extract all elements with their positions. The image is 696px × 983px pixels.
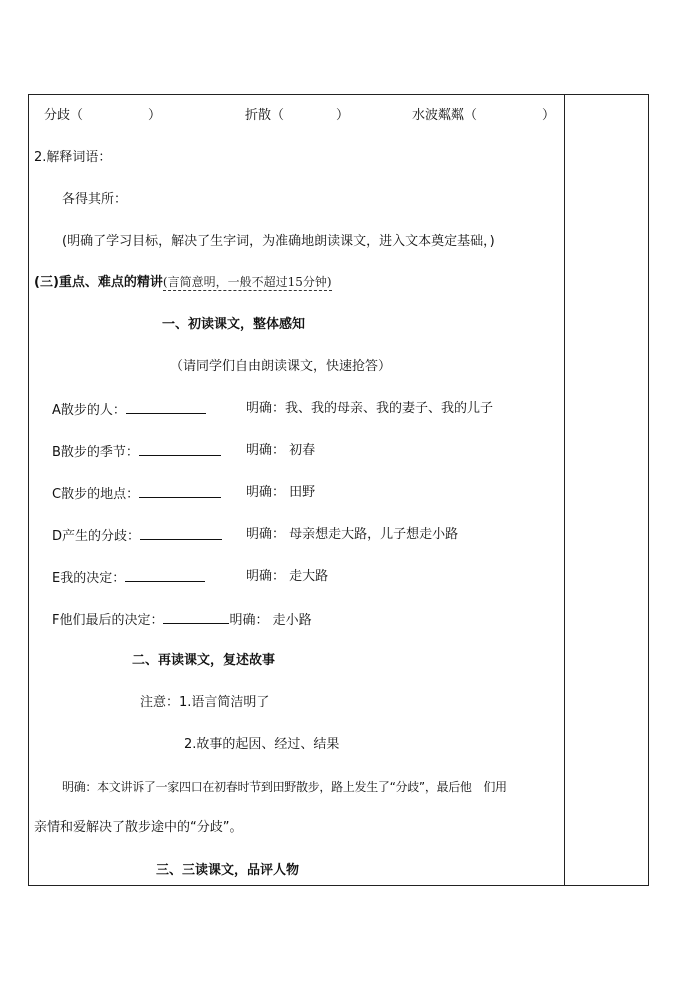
quiz-item-c <box>52 484 221 504</box>
answer-text: 田野 <box>289 485 316 500</box>
quiz-answer-a <box>246 400 493 418</box>
part2-paragraph-line2: 亲情和爱解决了散步途中的“分歧”。 <box>34 820 243 835</box>
answer-label: 明确： <box>246 569 286 584</box>
answer-text: 初春 <box>289 443 316 458</box>
answer-blank <box>139 442 221 456</box>
part1-title: 一、初读课文，整体感知 <box>162 317 306 332</box>
quiz-item-d <box>52 526 222 546</box>
answer-blank <box>140 526 222 540</box>
answer-text: 走小路 <box>272 613 312 628</box>
quiz-label: A散步的人： <box>52 403 126 418</box>
quiz-item-f <box>52 610 312 630</box>
part3-title: 三、三读课文，品评人物 <box>156 863 300 878</box>
answer-text: 走大路 <box>289 569 329 584</box>
section3-title: (三)重点、难点的精讲 <box>34 275 163 290</box>
answer-label: 明确： <box>246 527 286 542</box>
part2-paragraph-line1: 明确：本文讲诉了一家四口在初春时节到田野散步，路上发生了“分歧”，最后他 们用 <box>62 780 507 794</box>
part1-instruction: （请同学们自由朗读课文，快速抢答） <box>170 359 392 374</box>
part2-note2: 2.故事的起因、经过、结果 <box>184 737 340 752</box>
part2-title: 二、再读课文，复述故事 <box>132 653 276 668</box>
answer-label: 明确： <box>246 443 286 458</box>
explain-title: 2.解释词语： <box>34 150 112 165</box>
part2-note1: 注意：1.语言简洁明了 <box>140 695 270 710</box>
quiz-label: D产生的分歧： <box>52 529 141 544</box>
answer-blank <box>139 484 221 498</box>
answer-label: 明确： <box>229 613 269 628</box>
quiz-label: E我的决定： <box>52 571 126 586</box>
answer-text: 母亲想走大路，儿子想走小路 <box>289 527 459 542</box>
answer-label: 明确： <box>246 401 286 416</box>
quiz-item-a <box>52 400 206 420</box>
section3-heading <box>34 273 332 292</box>
answer-blank <box>126 400 206 414</box>
quiz-answer-b <box>246 442 315 460</box>
quiz-answer-c <box>246 484 315 502</box>
quiz-label: C散步的地点： <box>52 487 140 502</box>
quiz-answer-d <box>246 526 458 544</box>
answer-text: 我、我的母亲、我的妻子、我的儿子 <box>285 401 494 416</box>
quiz-answer-e <box>246 568 328 586</box>
quiz-label: F他们最后的决定： <box>52 613 164 628</box>
section3-note: (言简意明，一般不超过15分钟) <box>162 275 332 289</box>
answer-label: 明确： <box>246 485 286 500</box>
vocab-word-1: 分歧（ ） <box>44 108 162 123</box>
explain-item: 各得其所： <box>62 192 128 207</box>
quiz-label: B散步的季节： <box>52 445 139 460</box>
quiz-item-b <box>52 442 221 462</box>
summary-text: (明确了学习目标，解决了生字词，为准确地朗读课文，进入文本奠定基础，) <box>62 234 495 249</box>
answer-blank <box>163 610 229 624</box>
vocab-word-3: 水波粼粼（ ） <box>412 108 556 123</box>
quiz-item-e <box>52 568 205 588</box>
vocab-word-2: 折散（ ） <box>245 108 350 123</box>
answer-blank <box>125 568 205 582</box>
side-table-cell <box>565 94 649 886</box>
